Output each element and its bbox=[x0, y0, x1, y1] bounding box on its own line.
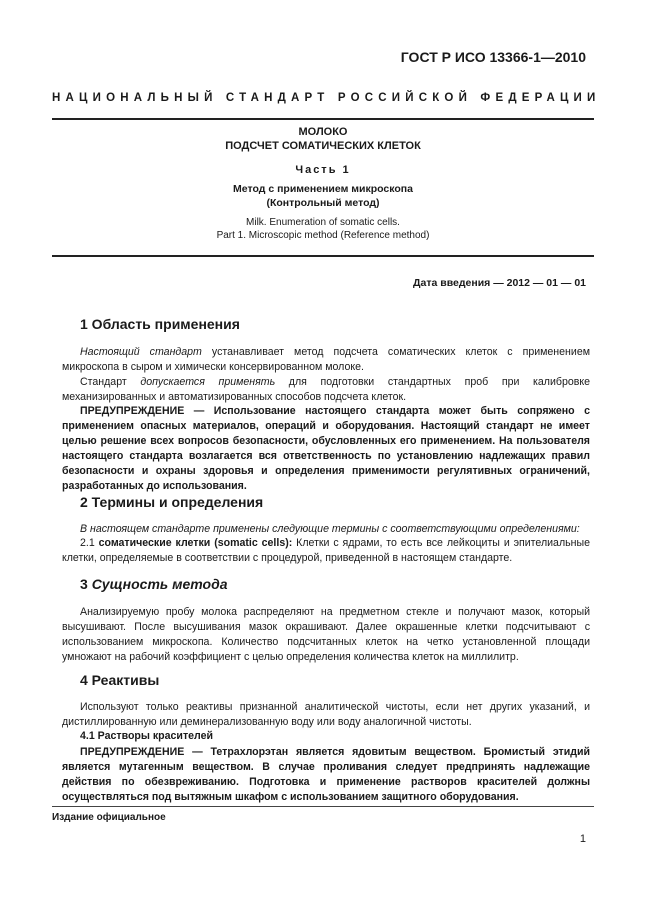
document-title bbox=[52, 125, 594, 153]
section-3-number: 3 bbox=[80, 576, 92, 592]
section-1-p2-italic: допускается применять bbox=[140, 376, 276, 388]
section-2-heading: 2 Термины и определения bbox=[80, 494, 264, 510]
section-2-intro bbox=[62, 522, 590, 537]
section-1-p2-rest: для подготовки стандартных проб при калибровке механизированных и автоматизированных способов подсчета клеток. bbox=[62, 376, 591, 403]
section-2-term bbox=[62, 536, 590, 566]
title-line-1: МОЛОКО bbox=[298, 126, 348, 138]
section-1-paragraph-1 bbox=[62, 345, 590, 375]
term-number: 2.1 bbox=[80, 537, 99, 549]
section-4-heading: 4 Реактивы bbox=[80, 672, 160, 688]
section-3-title: Сущность метода bbox=[91, 576, 228, 592]
subtitle bbox=[52, 182, 594, 210]
section-4-warning: ПРЕДУПРЕЖДЕНИЕ — Тетрахлорэтан является ядовитым веществом. Бромистый этидий является мутагенным веществом. В случае проливания следует предпринять надлежащие действия по обезвреживанию. Подготовка и применение растворов красителей должны осуществляться под вытяжным шкафом с использованием защитного оборудования. bbox=[62, 746, 590, 803]
english-title bbox=[52, 216, 594, 242]
term-definition: Клетки с ядрами, то есть все лейкоциты и эпителиальные клетки, определяемые в соответствии с процедурой, приведенной в настоящем стандарте. bbox=[62, 537, 591, 564]
page-number: 1 bbox=[579, 833, 586, 845]
national-standard-title: НАЦИОНАЛЬНЫЙ СТАНДАРТ РОССИЙСКОЙ ФЕДЕРАЦИИ bbox=[52, 92, 601, 104]
section-2-intro-text: В настоящем стандарте применены следующие термины с соответствующими определениями: bbox=[80, 523, 580, 535]
edition-label: Издание официальное bbox=[52, 812, 166, 823]
section-1-p2-a: Стандарт bbox=[80, 376, 141, 388]
subsection-4-1-heading: 4.1 Растворы красителей bbox=[80, 730, 214, 742]
standard-code: ГОСТ Р ИСО 13366-1—2010 bbox=[400, 49, 586, 65]
subtitle-line-2: (Контрольный метод) bbox=[266, 197, 380, 209]
section-1-warning: ПРЕДУПРЕЖДЕНИЕ — Использование настоящего стандарта может быть сопряжено с применением опасных материалов, операций и оборудования. Настоящий стандарт не имеет целью решение всех вопросов безопасности, обусловленных его применением. На пользователя настоящего стандарта возлагается вся ответственность по установлению надлежащих правил безопасности и охраны здоровья и определения применимости регулятивных ограничений, разработанных до использования. bbox=[62, 405, 590, 492]
section-1-p1-italic: Настоящий стандарт bbox=[80, 346, 202, 358]
section-1-paragraph-2 bbox=[62, 375, 590, 405]
english-title-line-1: Milk. Enumeration of somatic cells. bbox=[246, 217, 400, 228]
section-1-heading: 1 Область применения bbox=[80, 316, 240, 332]
footer-divider bbox=[52, 806, 594, 807]
section-4-text: Используют только реактивы признанной аналитической чистоты, если нет других указаний, и дистиллированную или деминерализованную воду или воду аналогичной чистоты. bbox=[62, 701, 590, 728]
term-name: соматические клетки (somatic cells): bbox=[98, 537, 293, 549]
title-divider bbox=[52, 255, 594, 257]
part-label: Часть 1 bbox=[295, 164, 351, 176]
header-divider bbox=[52, 118, 594, 120]
section-3-heading bbox=[80, 576, 228, 592]
subtitle-line-1: Метод с применением микроскопа bbox=[233, 183, 413, 195]
section-1-p1-rest: устанавливает метод подсчета соматических клеток с применением микроскопа в сыром и химически консервированном молоке. bbox=[62, 346, 590, 373]
english-title-line-2: Part 1. Microscopic method (Reference method) bbox=[216, 230, 430, 241]
section-3-text: Анализируемую пробу молока распределяют на предметном стекле и получают мазок, который высушивают. После высушивания мазок окрашивают. Далее окрашенные клетки подсчитывают с использованием микроскопа. Количество подсчитанных клеток на четко установленной площади умножают на рабочий коэффициент с целью определения количества клеток на миллилитр. bbox=[62, 606, 590, 663]
introduction-date: Дата введения — 2012 — 01 — 01 bbox=[413, 277, 586, 289]
title-line-2: ПОДСЧЕТ СОМАТИЧЕСКИХ КЛЕТОК bbox=[225, 140, 421, 152]
